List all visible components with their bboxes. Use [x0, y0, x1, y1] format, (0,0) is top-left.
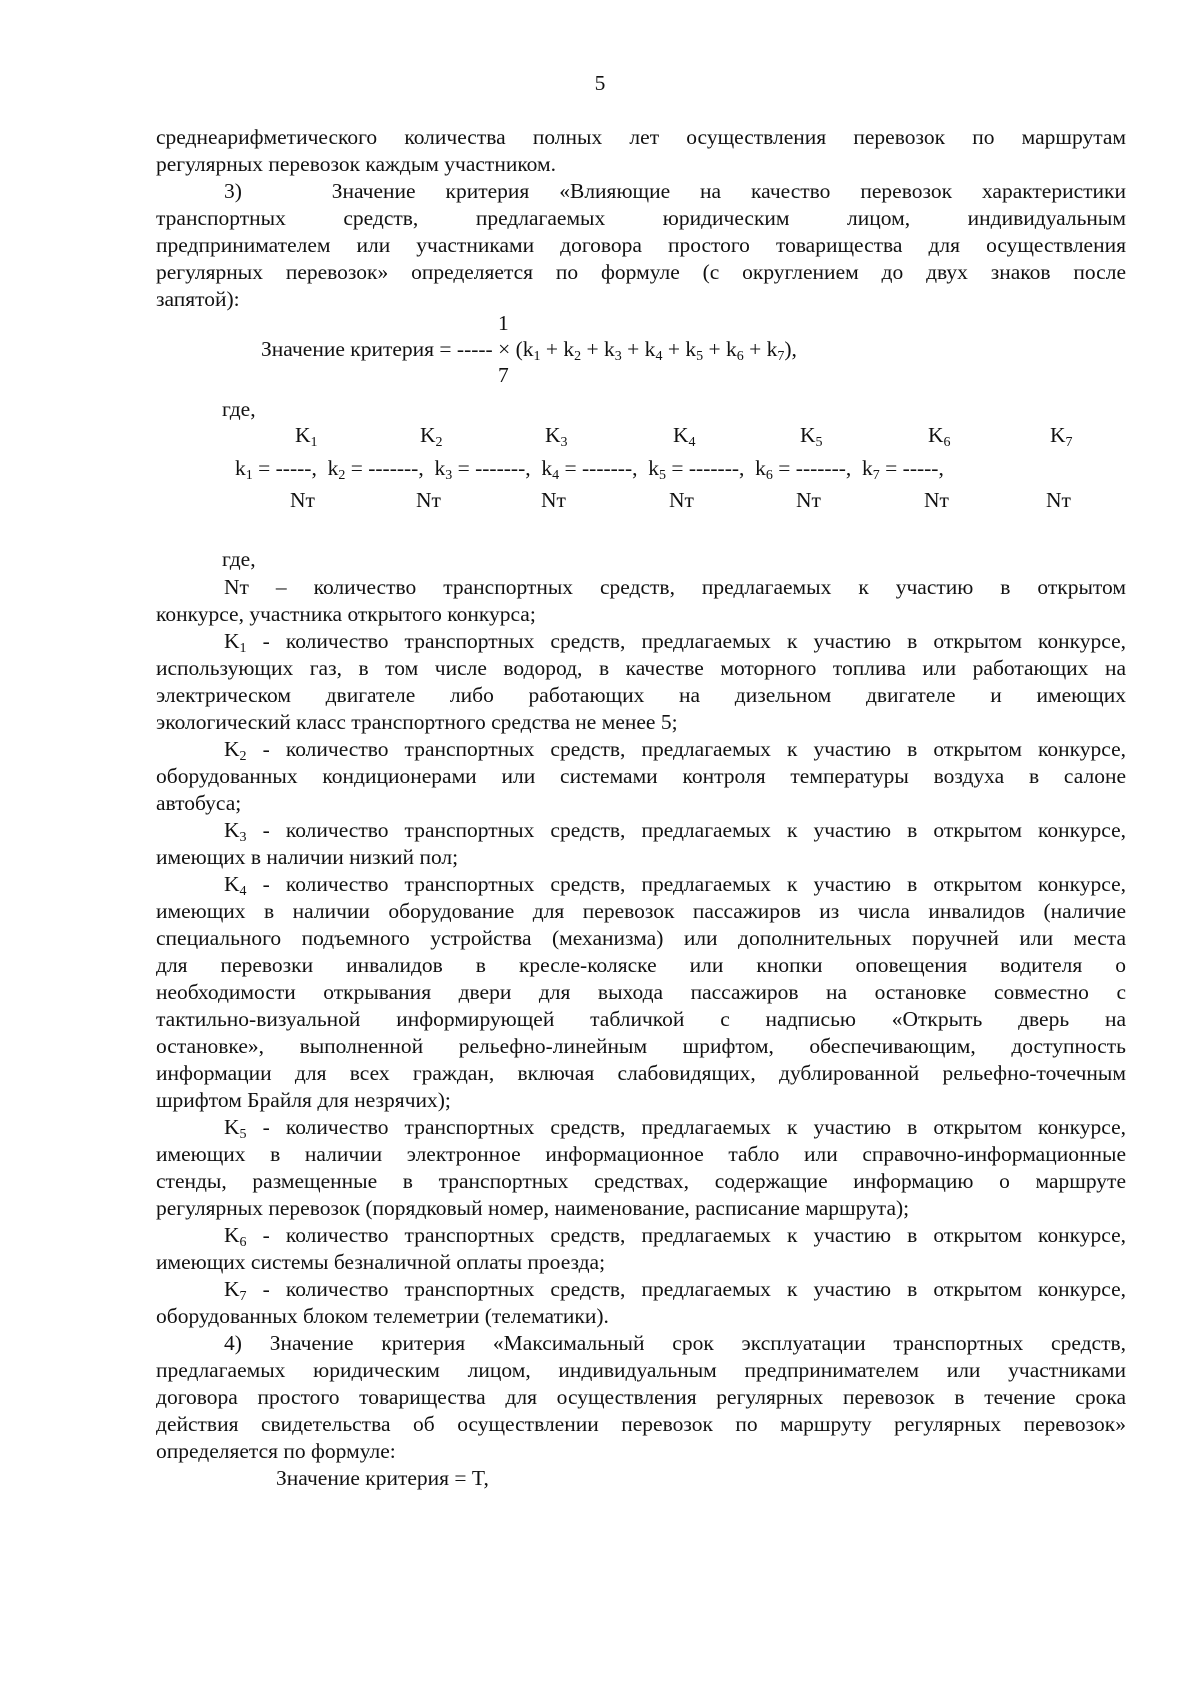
text-line: имеющих системы безналичной оплаты проезда; — [156, 1250, 606, 1274]
text-line: $K_1$ - количество транспортных средств, предлагаемых к участию в открытом конкурсе, — [224, 629, 1126, 656]
text-line: договора простого товарищества для осуществления регулярных перевозок в течение срока — [156, 1385, 1126, 1409]
formula-label: Значение критерия = — [261, 337, 457, 361]
text-line: $K_2$ - количество транспортных средств, предлагаемых к участию в открытом конкурсе, — [224, 737, 1126, 764]
text-line: $K_3$ - количество транспортных средств, предлагаемых к участию в открытом конкурсе, — [224, 818, 1126, 845]
ratio-numerator: $K_6$ — [928, 423, 951, 450]
ratio-denominator: Nт — [669, 488, 694, 512]
ratio-denominator: Nт — [796, 488, 821, 512]
text-line: шрифтом Брайля для незрячих); — [156, 1088, 451, 1112]
text-line: регулярных перевозок» определяется по формуле (с округлением до двух знаков после — [156, 260, 1126, 284]
text-line: предпринимателем или участниками договора простого товарищества для осуществления — [156, 233, 1126, 257]
ratio-numerator: $K_1$ — [295, 423, 318, 450]
text-line: оборудованных блоком телеметрии (телематики). — [156, 1304, 609, 1328]
text-line: конкурсе, участника открытого конкурса; — [156, 602, 536, 626]
text-line: $K_4$ - количество транспортных средств, предлагаемых к участию в открытом конкурсе, — [224, 872, 1126, 899]
text-line: оборудованных кондиционерами или системами контроля температуры воздуха в салоне — [156, 764, 1126, 788]
text-line: предлагаемых юридическим лицом, индивидуальным предпринимателем или участниками — [156, 1358, 1126, 1382]
text-line: электрическом двигателе либо работающих на дизельном двигателе и имеющих — [156, 683, 1126, 707]
text-line: тактильно-визуальной информирующей табличкой с надписью «Открыть дверь на — [156, 1007, 1126, 1031]
text-line: Nт – количество транспортных средств, предлагаемых к участию в открытом — [224, 575, 1126, 599]
page-number: 5 — [594, 71, 606, 95]
text-line: стенды, размещенные в транспортных средствах, содержащие информацию о маршруте — [156, 1169, 1126, 1193]
ratio-denominator: Nт — [924, 488, 949, 512]
text-line: имеющих в наличии оборудование для перевозок пассажиров из числа инвалидов (наличие — [156, 899, 1126, 923]
text-line: 4) Значение критерия «Максимальный срок эксплуатации транспортных средств, — [224, 1331, 1126, 1355]
text-line: регулярных перевозок (порядковый номер, наименование, расписание маршрута); — [156, 1196, 910, 1220]
text-line: 3) Значение критерия «Влияющие на качество перевозок характеристики — [224, 179, 1126, 203]
text-line: экологический класс транспортного средства не менее 5; — [156, 710, 678, 734]
ratio-numerator: $K_4$ — [673, 423, 696, 450]
ratio-denominator: Nт — [1046, 488, 1071, 512]
formula-fraction-bar: ----- — [456, 337, 493, 361]
text-line: среднеарифметического количества полных лет осуществления перевозок по маршрутам — [156, 125, 1126, 149]
text-line: $K_6$ - количество транспортных средств, предлагаемых к участию в открытом конкурсе, — [224, 1223, 1126, 1250]
ratio-numerator: $K_2$ — [420, 423, 443, 450]
formula-max-service-life: Значение критерия = T, — [276, 1466, 489, 1490]
text-line: запятой): — [156, 287, 240, 311]
text-line: автобуса; — [156, 791, 242, 815]
text-line: имеющих в наличии низкий пол; — [156, 845, 459, 869]
text-line: специального подъемного устройства (механизма) или дополнительных поручней или места — [156, 926, 1126, 950]
ratio-numerator: $K_7$ — [1050, 423, 1073, 450]
text-line: регулярных перевозок каждым участником. — [156, 152, 557, 176]
text-line: определяется по формуле: — [156, 1439, 396, 1463]
ratio-numerator: $K_5$ — [800, 423, 823, 450]
text-line: действия свидетельства об осуществлении перевозок по маршруту регулярных перевозок» — [156, 1412, 1126, 1436]
formula-sum: × $(k_1 + k_2 + k_3 + k_4 + k_5 + k_6 + k_7)$, — [498, 337, 797, 364]
formula-numerator: 1 — [498, 311, 509, 335]
text-line: имеющих в наличии электронное информационное табло или справочно-информационные — [156, 1142, 1126, 1166]
text-line: использующих газ, в том числе водород, в качестве моторного топлива или работающих на — [156, 656, 1126, 680]
formula-denominator: 7 — [498, 363, 509, 387]
where-label: где, — [222, 547, 256, 571]
ratio-line: $k_1$ = -----, $k_2$ = -------, $k_3$ = -------, $k_4$ = -------, $k_5$ = -------, $k_6$ = -------, $k_7$ = -----, — [235, 456, 944, 483]
ratio-denominator: Nт — [416, 488, 441, 512]
text-line: необходимости открывания двери для выхода пассажиров на остановке совместно с — [156, 980, 1126, 1004]
text-line: остановке», выполненной рельефно-линейным шрифтом, обеспечивающим, доступность — [156, 1034, 1126, 1058]
text-line: $K_5$ - количество транспортных средств, предлагаемых к участию в открытом конкурсе, — [224, 1115, 1126, 1142]
formula-main-line — [261, 336, 797, 363]
ratio-denominator: Nт — [541, 488, 566, 512]
text-line: информации для всех граждан, включая слабовидящих, дублированной рельефно-точечным — [156, 1061, 1126, 1085]
text-line: $K_7$ - количество транспортных средств, предлагаемых к участию в открытом конкурсе, — [224, 1277, 1126, 1304]
where-label: где, — [222, 397, 256, 421]
text-line: транспортных средств, предлагаемых юридическим лицом, индивидуальным — [156, 206, 1126, 230]
ratio-denominator: Nт — [290, 488, 315, 512]
ratio-numerator: $K_3$ — [545, 423, 568, 450]
text-line: для перевозки инвалидов в кресле-коляске или кнопки оповещения водителя о — [156, 953, 1126, 977]
